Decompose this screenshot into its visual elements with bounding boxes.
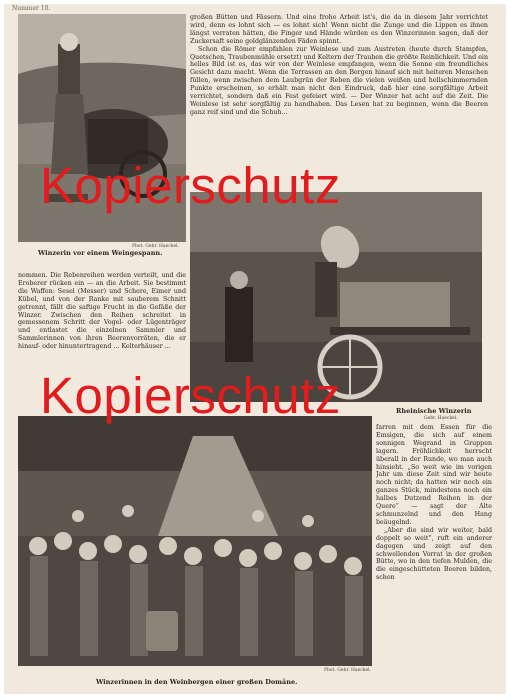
photo-winzerinnen-domaene <box>18 416 372 666</box>
photo-credit-top-left: Phot. Gebr. Haeckel. <box>132 244 180 249</box>
photo-winzerin-weingespann <box>18 14 186 242</box>
article-text-left-middle <box>18 272 186 402</box>
magazine-page <box>4 4 506 694</box>
paragraph: nommen. Die Rebenreihen werden verteilt, und die Eroberer rücken ein — an die Arbeit. Sie bestimmt die Waffen: Sesel (Messer) und Schere, Eimer und Kübel, und von der Ranke mit sauberem Schnitt getrennt, fällt die saftige Frucht in die Gefäße der Winzer. Zwischen den Reihen schreitet in gemessenem Schritt der Vogel- oder Lügenträger und entlastet die einzelnen Sammler und Sammlerinnen von ihren Beerenvorräten, die er hinauf- oder hinuntertragend ... Kelterhäuser ... <box>18 272 186 351</box>
caption-rheinische-winzerin: Rheinische Winzerin <box>396 407 472 415</box>
caption-winzerinnen-domaene: Winzerinnen in den Weinbergen einer großen Domäne. <box>96 678 298 686</box>
photo-rheinische-winzerin <box>190 192 482 402</box>
paragraph: Schon die Römer empfahlen zur Weinlese und zum Austreten (heute durch Stampfen, Quetschen, Traubenmühle ersetzt) und Keltern der Trauben die größte Reinlichkeit. Und ein helles Bild ist es, das wir von der Weinlese empfangen, wenn die Sonne ein freundliches Gesicht dazu macht. Wenn die Terrassen an den Bergen hinauf sich mit heiteren Menschen füllen, wenn zwischen dem Laubgrün der Reben die vielen weißen und hellschimmernden Punkte erscheinen, so erhält man nicht den Eindruck, daß hier eine sorgfältige Arbeit verrichtet, sondern daß ein Fest gefeiert wird. — Der Winzer hat acht auf die Zeit. Die Weinlese ist sehr sorgfältig zu handhaben. Das Lesen hat zu beginnen, wenn die Beeren ganz reif sind und die Schuh... <box>190 45 488 116</box>
photo-winzerin-image <box>18 14 186 242</box>
article-text-top-right <box>190 14 488 190</box>
paragraph: großen Bütten und Fässern. Und eine frohe Arbeit ist's, die da in diesem Jahr verrichtet wird, denn es lohnt sich — es lohnt sich! Wenn nicht die Zunge und die Lippen es ihnen längst verraten hätten, die Finger und Hände würden es den Winzerinnen sagen, daß der Zuckersaft seine goldglänzenden Fäden spinnt. <box>190 14 488 45</box>
watermark-kopierschutz: Kopierschutz <box>40 367 341 424</box>
paragraph: farren mit dem Essen für die Emsigen, die sich auf einem sonnigen Wegrand in Gruppen lagern. Fröhlichkeit herrscht überall in der Runde, wo man auch hinsieht. „So weit wie im vorigen Jahr um diese Zeit sind wir heute noch nicht; da hatten wir noch ein ganzes Stück, mindestens noch ein halbes Dutzend Reihen in der Quere“ — sagt der Alte schmunzelnd und den Hang beäugelnd. <box>376 424 492 526</box>
photo-credit-middle: Gebr. Haeckel. <box>424 416 458 421</box>
page-header-fragment: Nummer 10. <box>12 5 51 12</box>
watermark-kopierschutz: Kopierschutz <box>40 157 341 214</box>
photo-winzerinnen-image <box>18 416 372 666</box>
paragraph: „Aber die sind wir weiter, bald doppelt so weit“, ruft ein anderer dagegen und zeigt auf den schwellenden Vorrat in der großen Bütte, wo in den tiefen Mulden, die die eingeschütteten Beeren bilden, schon <box>376 526 492 582</box>
article-text-right-bottom <box>376 424 492 668</box>
caption-winzerin-weingespann: Winzerin vor einem Weingespann. <box>38 249 163 257</box>
photo-rheinische-winzerin-image <box>190 192 482 402</box>
photo-credit-bottom: Phot. Gebr. Haeckel. <box>324 668 372 673</box>
